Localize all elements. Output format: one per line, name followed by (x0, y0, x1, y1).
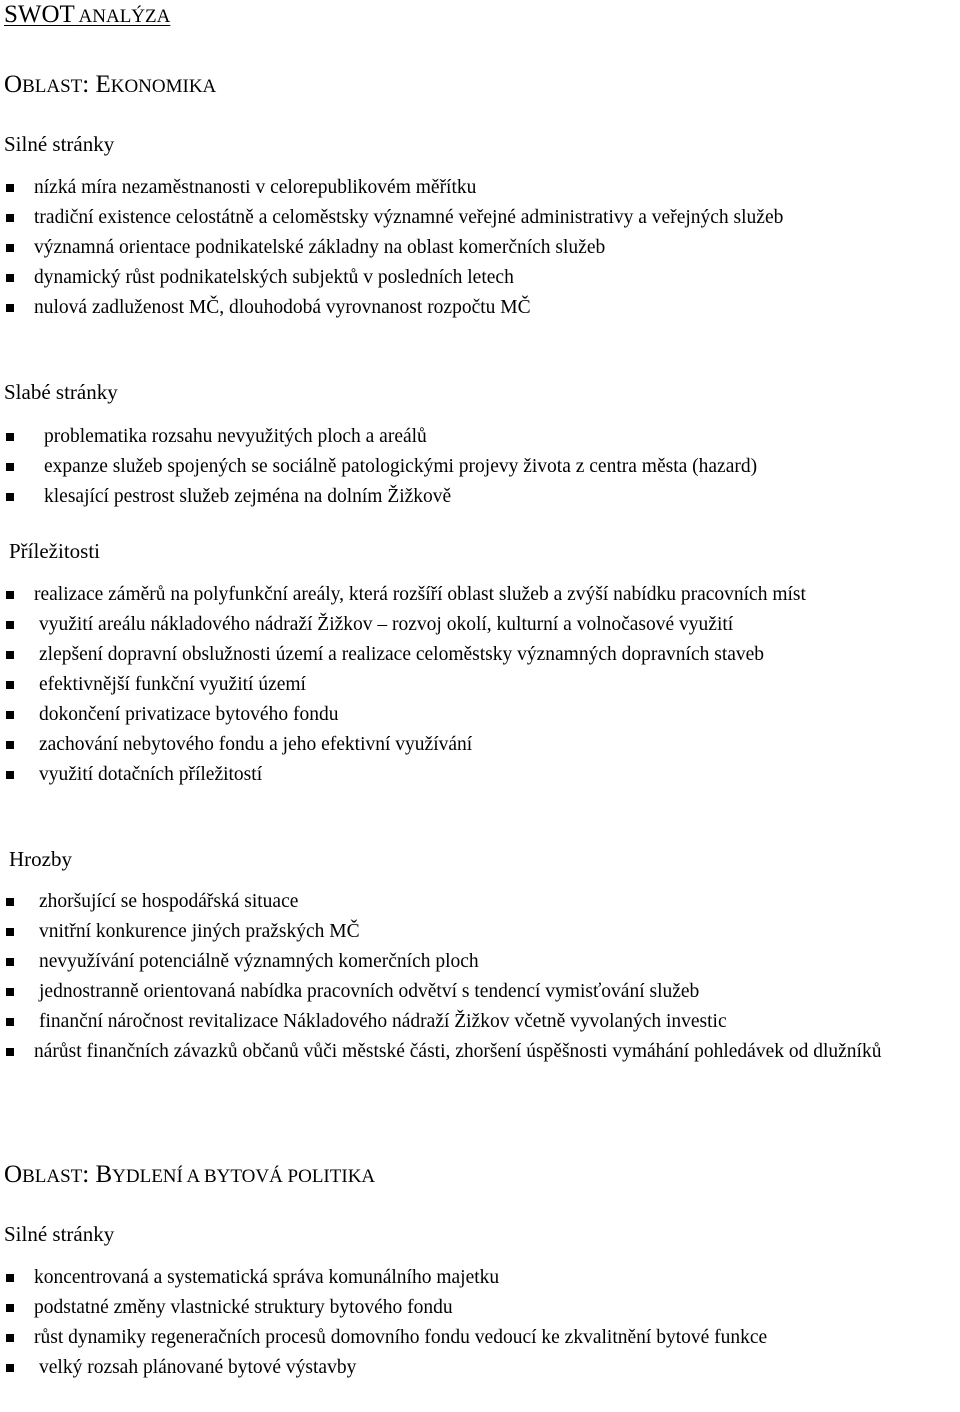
bullet-icon (6, 463, 14, 471)
strengths-list (0, 173, 956, 323)
bullet-icon (6, 493, 14, 501)
list-item-text: problematika rozsahu nevyužitých ploch a areálů (44, 426, 427, 447)
opportunities-heading: Příležitosti (9, 539, 100, 563)
list-item (0, 700, 956, 730)
bullet-icon (6, 928, 14, 936)
list-item-text: zhoršující se hospodářská situace (39, 891, 299, 912)
list-item-text: jednostranně orientovaná nabídka pracovních odvětví s tendencí vymisťování služeb (39, 981, 700, 1002)
list-item-text: efektivnější funkční využití území (39, 674, 306, 695)
bullet-icon (6, 1304, 14, 1312)
bullet-icon (6, 1334, 14, 1342)
bullet-icon (6, 1018, 14, 1026)
list-item (0, 1037, 956, 1067)
list-item-text: velký rozsah plánované bytové výstavby (39, 1357, 357, 1378)
area-heading-initial: E (95, 71, 111, 98)
title-rest: ANALÝZA (74, 6, 171, 27)
bullet-icon (6, 681, 14, 689)
bullet-icon (6, 771, 14, 779)
list-item (0, 203, 956, 233)
list-item (0, 173, 956, 203)
bullet-icon (6, 651, 14, 659)
list-item (0, 293, 956, 323)
list-item (0, 640, 956, 670)
list-item (0, 610, 956, 640)
list-item (0, 233, 956, 263)
threats-list (0, 887, 956, 1067)
housing-strengths-heading: Silné stránky (4, 1222, 115, 1246)
list-item (0, 452, 956, 482)
bullet-icon (6, 711, 14, 719)
list-item (0, 263, 956, 293)
list-item (0, 730, 956, 760)
area-heading-colon: : (82, 71, 96, 98)
housing-strengths-list (0, 1263, 956, 1383)
area-heading-housing (4, 1160, 375, 1192)
area-heading-initial: O (4, 1161, 23, 1188)
bullet-icon (6, 988, 14, 996)
list-item-text: finanční náročnost revitalizace Nákladového nádraží Žižkov včetně vyvolaných investic (39, 1011, 727, 1032)
list-item-text: dokončení privatizace bytového fondu (39, 704, 339, 725)
list-item-text: zachování nebytového fondu a jeho efektivní využívání (39, 734, 473, 755)
list-item-text: realizace záměrů na polyfunkční areály, která rozšíří oblast služeb a zvýší nabídku pracovních míst (34, 584, 806, 605)
area-heading-initial: B (95, 1161, 113, 1188)
list-item-text: nárůst finančních závazků občanů vůči městské části, zhoršení úspěšnosti vymáhání pohledávek od dlužníků (34, 1041, 882, 1062)
list-item (0, 887, 956, 917)
bullet-icon (6, 274, 14, 282)
bullet-icon (6, 741, 14, 749)
area-heading-part: KONOMIKA (110, 76, 217, 97)
bullet-icon (6, 304, 14, 312)
threats-heading: Hrozby (9, 847, 72, 871)
list-item (0, 482, 956, 512)
list-item (0, 1263, 956, 1293)
list-item (0, 670, 956, 700)
document-title (4, 0, 170, 32)
bullet-icon (6, 1048, 14, 1056)
bullet-icon (6, 244, 14, 252)
list-item-text: vnitřní konkurence jiných pražských MČ (39, 921, 360, 942)
list-item-text: expanze služeb spojených se sociálně patologickými projevy života z centra města (hazard) (44, 456, 758, 477)
bullet-icon (6, 621, 14, 629)
bullet-icon (6, 898, 14, 906)
title-word: SWOT (4, 1, 75, 28)
list-item (0, 580, 956, 610)
list-item-text: tradiční existence celostátně a celoměstsky významné veřejné administrativy a veřejných služeb (34, 207, 784, 228)
list-item (0, 1353, 956, 1383)
list-item (0, 1007, 956, 1037)
list-item (0, 1293, 956, 1323)
bullet-icon (6, 1364, 14, 1372)
list-item-text: dynamický růst podnikatelských subjektů v posledních letech (34, 267, 514, 288)
area-heading-initial: O (4, 71, 23, 98)
list-item (0, 977, 956, 1007)
list-item-text: využití areálu nákladového nádraží Žižkov – rozvoj okolí, kulturní a volnočasové využití (39, 614, 734, 635)
area-heading-part: BLAST (22, 76, 83, 97)
area-heading-part: BLAST (22, 1166, 83, 1187)
area-heading-colon: : (82, 1161, 96, 1188)
area-heading-economy (4, 70, 216, 102)
list-item-text: koncentrovaná a systematická správa komunálního majetku (34, 1267, 500, 1288)
bullet-icon (6, 591, 14, 599)
list-item (0, 760, 956, 790)
list-item (0, 422, 956, 452)
bullet-icon (6, 433, 14, 441)
list-item-text: podstatné změny vlastnické struktury bytového fondu (34, 1297, 453, 1318)
list-item-text: zlepšení dopravní obslužnosti území a realizace celoměstsky významných dopravních staveb (39, 644, 765, 665)
bullet-icon (6, 214, 14, 222)
bullet-icon (6, 184, 14, 192)
list-item-text: nevyužívání potenciálně významných komerčních ploch (39, 951, 479, 972)
list-item-text: růst dynamiky regeneračních procesů domovního fondu vedoucí ke zkvalitnění bytové funkce (34, 1327, 768, 1348)
opportunities-list (0, 580, 956, 790)
weaknesses-heading: Slabé stránky (4, 380, 118, 404)
weaknesses-list (0, 422, 956, 512)
list-item-text: nulová zadluženost MČ, dlouhodobá vyrovnanost rozpočtu MČ (34, 297, 531, 318)
area-heading-part: YDLENÍ A BYTOVÁ POLITIKA (112, 1166, 376, 1187)
bullet-icon (6, 1274, 14, 1282)
list-item (0, 917, 956, 947)
strengths-heading: Silné stránky (4, 132, 115, 156)
list-item (0, 1323, 956, 1353)
list-item (0, 947, 956, 977)
bullet-icon (6, 958, 14, 966)
list-item-text: nízká míra nezaměstnanosti v celorepublikovém měřítku (34, 177, 477, 198)
list-item-text: významná orientace podnikatelské základny na oblast komerčních služeb (34, 237, 606, 258)
list-item-text: využití dotačních příležitostí (39, 764, 263, 785)
list-item-text: klesající pestrost služeb zejména na dolním Žižkově (44, 486, 452, 507)
